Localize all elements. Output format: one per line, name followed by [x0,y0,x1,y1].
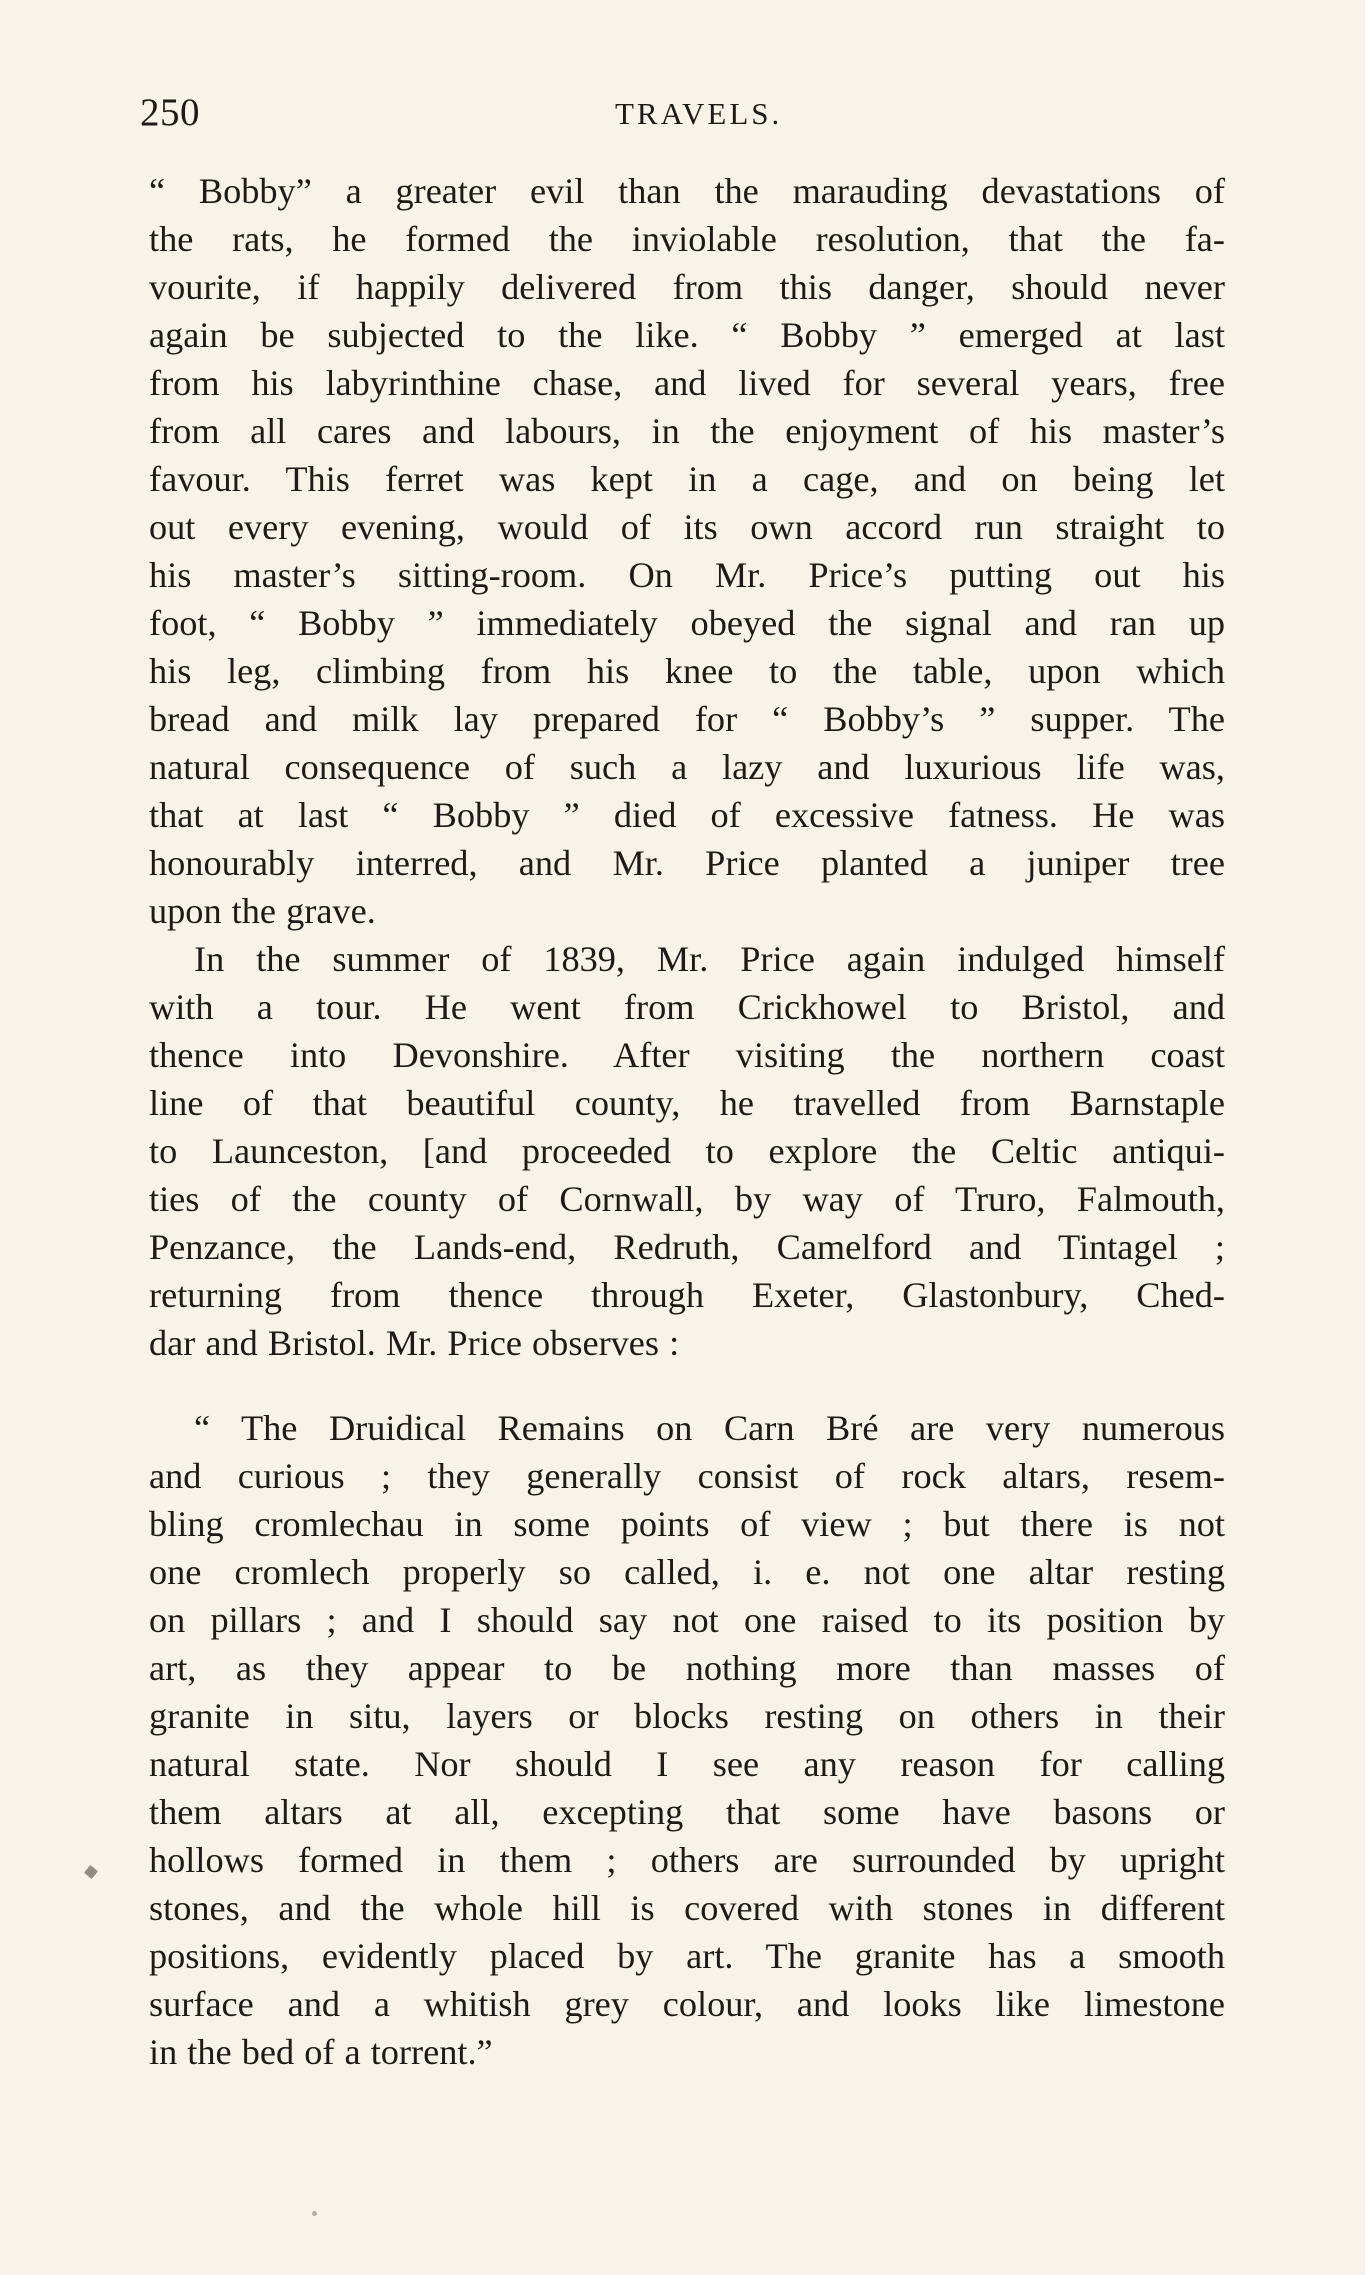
quote-line: on pillars ; and I should say not one raised to its position by [149,1600,1225,1640]
quote-line: art, as they appear to be nothing more than masses of [149,1648,1225,1688]
quote-line: and curious ; they generally consist of rock altars, resem- [149,1456,1225,1496]
paper-speck [312,2211,317,2216]
text-line: upon the grave. [149,891,376,931]
text-line: ties of the county of Cornwall, by way of Truro, Falmouth, [149,1179,1225,1219]
text-line: that at last “ Bobby ” died of excessive fatness. He was [149,795,1225,835]
quote-paragraph [149,1404,1225,2076]
quote-line: stones, and the whole hill is covered with stones in different [149,1888,1225,1928]
text-line: his leg, climbing from his knee to the table, upon which [149,651,1225,691]
quote-line: granite in situ, layers or blocks resting on others in their [149,1696,1225,1736]
text-line: natural consequence of such a lazy and luxurious life was, [149,747,1225,787]
paragraph-continuation [149,167,1225,935]
running-header [140,88,1220,138]
quote-line: natural state. Nor should I see any reason for calling [149,1744,1225,1784]
page-number: 250 [140,91,200,134]
quote-line: positions, evidently placed by art. The granite has a smooth [149,1936,1225,1976]
text-line: from his labyrinthine chase, and lived for several years, free [149,363,1225,403]
text-line: bread and milk lay prepared for “ Bobby’s ” supper. The [149,699,1225,739]
main-text [149,167,1225,1367]
text-line: again be subjected to the like. “ Bobby ” emerged at last [149,315,1225,355]
quote-line: in the bed of a torrent.” [149,2032,493,2072]
text-line: the rats, he formed the inviolable resolution, that the fa- [149,219,1225,259]
text-line: dar and Bristol. Mr. Price observes : [149,1323,680,1363]
quote-line: bling cromlechau in some points of view ; but there is not [149,1504,1225,1544]
margin-ink-mark [84,1865,98,1879]
text-line: his master’s sitting-room. On Mr. Price’s putting out his [149,555,1225,595]
text-line: Penzance, the Lands-end, Redruth, Camelford and Tintagel ; [149,1227,1225,1267]
text-line: favour. This ferret was kept in a cage, and on being let [149,459,1225,499]
text-line: line of that beautiful county, he travelled from Barnstaple [149,1083,1225,1123]
text-line: out every evening, would of its own accord run straight to [149,507,1225,547]
text-line: returning from thence through Exeter, Glastonbury, Ched- [149,1275,1225,1315]
text-line: to Launceston, [and proceeded to explore the Celtic antiqui- [149,1131,1225,1171]
quoted-passage [149,1404,1225,2076]
text-line: vourite, if happily delivered from this danger, should never [149,267,1225,307]
text-line: from all cares and labours, in the enjoyment of his master’s [149,411,1225,451]
text-line: honourably interred, and Mr. Price planted a juniper tree [149,843,1225,883]
quote-line: them altars at all, excepting that some have basons or [149,1792,1225,1832]
paragraph-tour [149,935,1225,1367]
text-line: thence into Devonshire. After visiting the northern coast [149,1035,1225,1075]
text-line: “ Bobby” a greater evil than the marauding devastations of [149,171,1225,211]
running-title: TRAVELS. [615,96,783,131]
quote-line: one cromlech properly so called, i. e. not one altar resting [149,1552,1225,1592]
text-line: with a tour. He went from Crickhowel to Bristol, and [149,987,1225,1027]
quote-line: surface and a whitish grey colour, and looks like limestone [149,1984,1225,2024]
quote-line: “ The Druidical Remains on Carn Bré are very numerous [194,1408,1225,1448]
quote-line: hollows formed in them ; others are surrounded by upright [149,1840,1225,1880]
text-line: In the summer of 1839, Mr. Price again indulged himself [194,939,1225,979]
text-line: foot, “ Bobby ” immediately obeyed the signal and ran up [149,603,1225,643]
